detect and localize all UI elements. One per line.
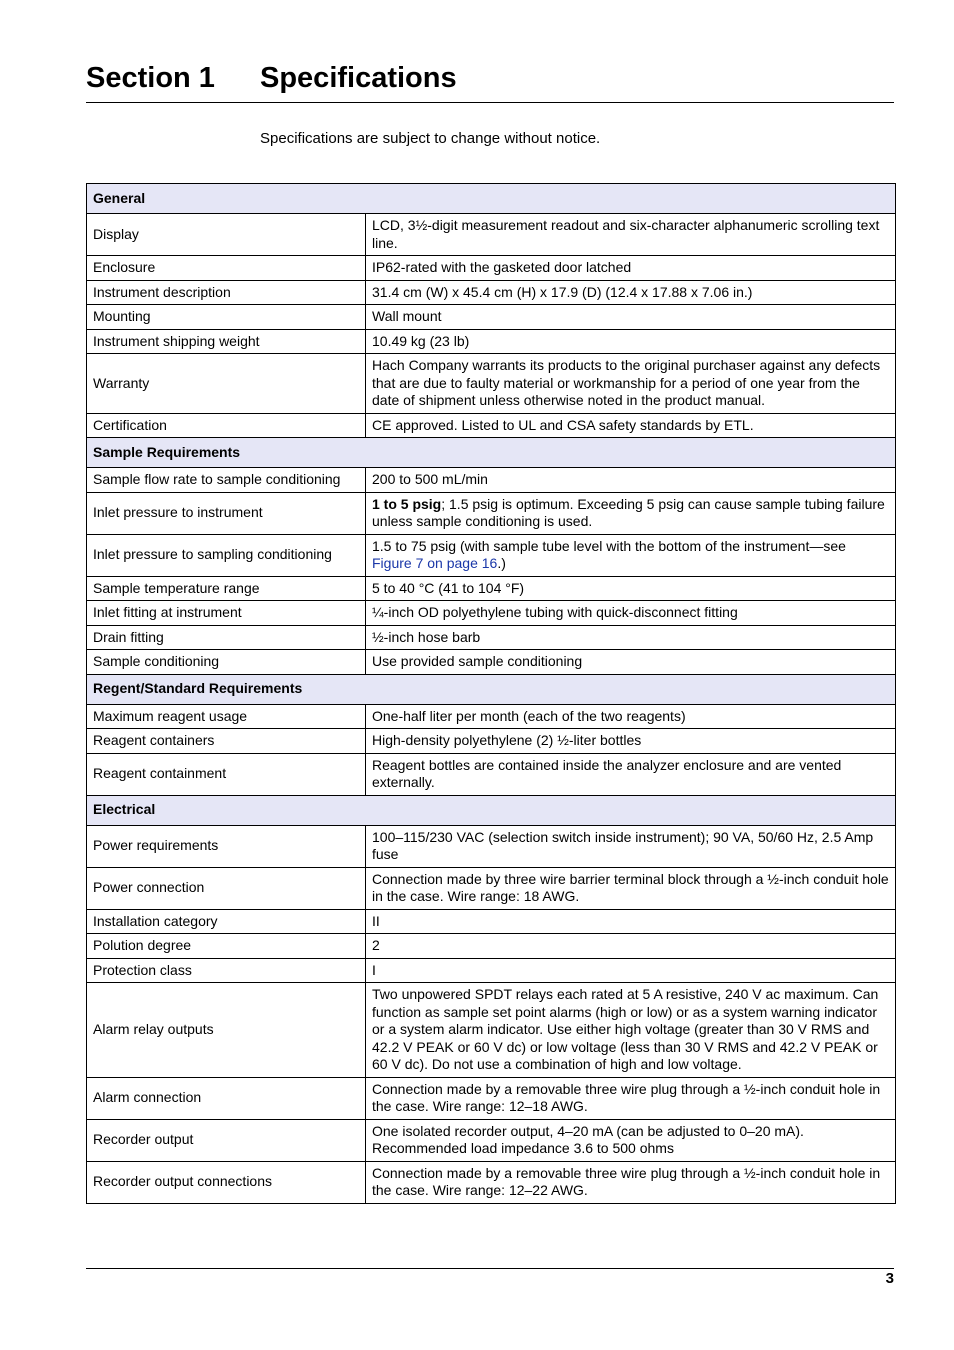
table-row <box>87 280 896 305</box>
table-row <box>87 1119 896 1161</box>
table-row <box>87 625 896 650</box>
spec-label: Recorder output connections <box>87 1161 366 1203</box>
spec-value <box>366 413 896 438</box>
spec-value <box>366 934 896 959</box>
table-row <box>87 1161 896 1203</box>
table-row <box>87 305 896 330</box>
table-row <box>87 534 896 576</box>
spec-value <box>366 825 896 867</box>
spec-label: Inlet pressure to instrument <box>87 492 366 534</box>
spec-value-text: 2 <box>372 937 380 953</box>
group-title: General <box>87 184 896 214</box>
table-row <box>87 329 896 354</box>
spec-label: Enclosure <box>87 256 366 281</box>
section-heading <box>86 58 894 103</box>
spec-value-text: ; 1.5 psig is optimum. Exceeding 5 psig can cause sample tubing failure unless sample conditioning is used. <box>372 495 885 529</box>
spec-value-text: Connection made by three wire barrier terminal block through a ½-inch conduit hole in the case. Wire range: 18 AWG. <box>372 870 889 904</box>
spec-value-text: 5 to 40 °C (41 to 104 °F) <box>372 579 525 596</box>
section-title: Specifications <box>260 62 457 94</box>
spec-label: Recorder output <box>87 1119 366 1161</box>
group-header-row <box>87 184 896 214</box>
spec-value-text: Hach Company warrants its products to the original purchaser against any defects that are due to faulty material or workmanship for a period of one year from the date of shipment unless otherwise noted in the product manual. <box>372 357 881 408</box>
page-number: 3 <box>885 1270 894 1287</box>
group-header-row <box>87 795 896 825</box>
spec-value-text: 10.49 kg (23 lb) <box>372 332 470 349</box>
footer-rule <box>86 1268 894 1269</box>
spec-label: Instrument shipping weight <box>87 329 366 354</box>
group-title: Regent/Standard Requirements <box>87 674 896 704</box>
spec-value <box>366 753 896 795</box>
table-row <box>87 934 896 959</box>
spec-label: Sample conditioning <box>87 650 366 675</box>
spec-label: Drain fitting <box>87 625 366 650</box>
spec-label: Polution degree <box>87 934 366 959</box>
table-row <box>87 958 896 983</box>
spec-value <box>366 492 896 534</box>
spec-value <box>366 576 896 601</box>
spec-value-text: One-half liter per month (each of the two reagents) <box>372 707 686 724</box>
table-row <box>87 729 896 754</box>
group-title: Sample Requirements <box>87 438 896 468</box>
spec-value-text: High-density polyethylene (2) ½-liter bottles <box>372 732 642 748</box>
spec-value <box>366 256 896 281</box>
spec-label: Protection class <box>87 958 366 983</box>
spec-value-text: 200 to 500 mL/min <box>372 471 488 487</box>
spec-value <box>366 1077 896 1119</box>
spec-value <box>366 329 896 354</box>
spec-value-text: I <box>372 961 376 978</box>
intro-text: Specifications are subject to change without notice. <box>260 130 601 147</box>
table-row <box>87 256 896 281</box>
spec-value <box>366 468 896 493</box>
spec-label: Warranty <box>87 354 366 414</box>
table-row <box>87 601 896 626</box>
group-title: Electrical <box>87 795 896 825</box>
table-row <box>87 867 896 909</box>
spec-value-text: Connection made by a removable three wire plug through a ½-inch conduit hole in the case. Wire range: 12–22 AWG. <box>372 1164 881 1198</box>
spec-label: Inlet fitting at instrument <box>87 601 366 626</box>
spec-label: Power connection <box>87 867 366 909</box>
spec-value-text: One isolated recorder output, 4–20 mA (can be adjusted to 0–20 mA). Recommended load impedance 3.6 to 500 ohms <box>372 1122 804 1156</box>
spec-label: Instrument description <box>87 280 366 305</box>
group-header-row <box>87 438 896 468</box>
spec-value <box>366 867 896 909</box>
spec-value-text: LCD, 3½-digit measurement readout and six-character alphanumeric scrolling text line. <box>372 217 880 251</box>
spec-label: Sample flow rate to sample conditioning <box>87 468 366 493</box>
spec-label: Display <box>87 214 366 256</box>
spec-value <box>366 704 896 729</box>
spec-value <box>366 983 896 1078</box>
spec-value-text: Connection made by a removable three wire plug through a ½-inch conduit hole in the case. Wire range: 12–18 AWG. <box>372 1080 881 1114</box>
table-row <box>87 909 896 934</box>
spec-label: Maximum reagent usage <box>87 704 366 729</box>
spec-value-text: IP62-rated with the gasketed door latched <box>372 259 632 275</box>
spec-value <box>366 650 896 675</box>
specifications-table <box>86 183 896 1204</box>
table-row <box>87 413 896 438</box>
spec-value-text: CE approved. Listed to UL and CSA safety standards by ETL. <box>372 416 754 433</box>
spec-label: Reagent containment <box>87 753 366 795</box>
spec-value-text: Wall mount <box>372 308 442 324</box>
table-row <box>87 1077 896 1119</box>
group-header-row <box>87 674 896 704</box>
spec-label: Mounting <box>87 305 366 330</box>
table-row <box>87 983 896 1078</box>
spec-value <box>366 280 896 305</box>
spec-label: Sample temperature range <box>87 576 366 601</box>
spec-label: Inlet pressure to sampling conditioning <box>87 534 366 576</box>
spec-value-text: ¼-inch OD polyethylene tubing with quick-disconnect fitting <box>372 604 738 620</box>
spec-value-text: Use provided sample conditioning <box>372 653 583 669</box>
spec-value-text: Reagent bottles are contained inside the analyzer enclosure and are vented externally. <box>372 756 842 790</box>
spec-value <box>366 625 896 650</box>
table-row <box>87 825 896 867</box>
spec-label: Reagent containers <box>87 729 366 754</box>
figure-reference-link[interactable]: Figure 7 on page 16 <box>372 555 498 571</box>
table-row <box>87 704 896 729</box>
table-row <box>87 354 896 414</box>
spec-value <box>366 601 896 626</box>
spec-value-text: 1.5 to 75 psig (with sample tube level with the bottom of the instrument—see <box>372 537 846 554</box>
spec-value-text: .) <box>497 555 506 571</box>
spec-value <box>366 1161 896 1203</box>
table-row <box>87 214 896 256</box>
spec-value <box>366 909 896 934</box>
spec-label: Alarm connection <box>87 1077 366 1119</box>
spec-value-text: 31.4 cm (W) x 45.4 cm (H) x 17.9 (D) (12.4 x 17.88 x 7.06 in.) <box>372 283 753 300</box>
table-row <box>87 468 896 493</box>
spec-value-text: II <box>372 912 380 929</box>
section-number: Section 1 <box>86 62 215 94</box>
spec-value-text: 100–115/230 VAC (selection switch inside instrument); 90 VA, 50/60 Hz, 2.5 Amp fuse <box>372 828 874 862</box>
spec-value <box>366 534 896 576</box>
spec-value <box>366 729 896 754</box>
spec-value-text: ½-inch hose barb <box>372 628 481 645</box>
table-row <box>87 753 896 795</box>
spec-value <box>366 1119 896 1161</box>
spec-value <box>366 305 896 330</box>
spec-label: Certification <box>87 413 366 438</box>
spec-value-emphasis: 1 to 5 psig <box>372 495 442 512</box>
spec-value <box>366 214 896 256</box>
spec-value <box>366 958 896 983</box>
table-row <box>87 576 896 601</box>
spec-label: Alarm relay outputs <box>87 983 366 1078</box>
spec-label: Installation category <box>87 909 366 934</box>
spec-label: Power requirements <box>87 825 366 867</box>
table-row <box>87 650 896 675</box>
spec-value-text: Two unpowered SPDT relays each rated at 5 A resistive, 240 V ac maximum. Can function as sample set point alarms (high or low) or as a system warning indicator or a system alarm indicator. Use either high voltage (greater than 30 V RMS and 42.2 V PEAK or 60 V dc) or low voltage (less than 30 V RMS and 42.2 V PEAK or 60 V dc). Do not use a combination of high and low voltage. <box>372 986 879 1072</box>
table-row <box>87 492 896 534</box>
spec-value <box>366 354 896 414</box>
